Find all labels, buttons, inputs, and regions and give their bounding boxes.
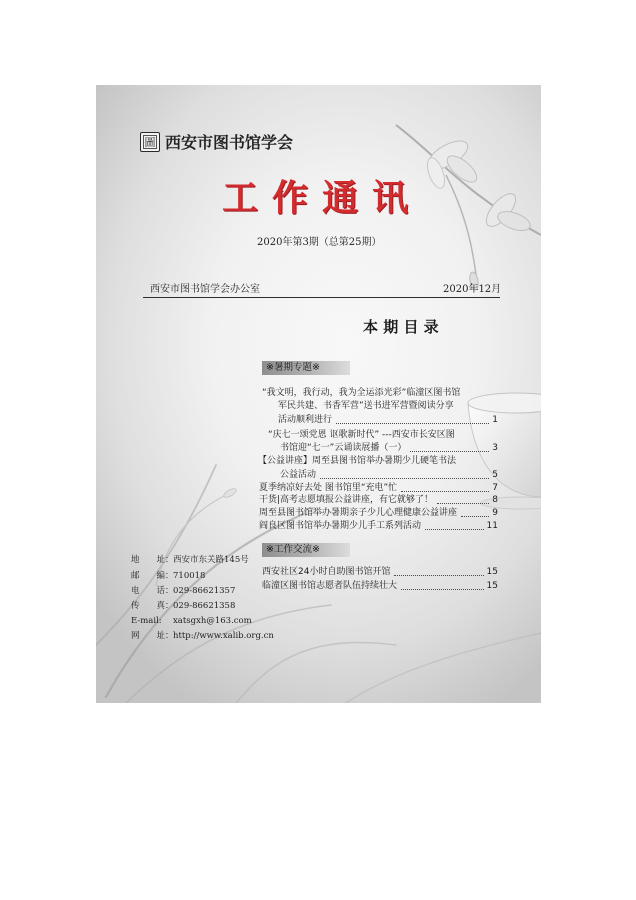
contact-website [131,631,274,642]
page-number: 9 [492,508,498,518]
toc-section-header: ※暑期专题※ [262,361,350,375]
toc-entry-title: 夏季纳凉好去处 图书馆里“充电”忙 [259,483,398,493]
toc-entry-title: 书馆迎“七一”云诵读展播（一） [280,443,407,453]
dot-leader [401,490,489,492]
contact-address [131,555,249,566]
toc-entry [259,483,498,494]
dot-leader [336,422,489,424]
contact-value: 西安市东关路145号 [173,555,249,565]
toc-entry [259,495,498,506]
contact-value: http://www.xalib.org.cn [173,631,274,641]
toc-entry-line: “我文明，我行动，我为全运添光彩”临潼区图书馆 [262,388,461,398]
newsletter-cover [96,85,541,703]
contact-value: xatsgxh@163.com [173,616,252,626]
contact-phone [131,586,235,597]
toc-entry-title: 临潼区图书馆志愿者队伍持续壮大 [262,581,398,591]
page-number: 15 [486,567,498,577]
toc-entry-title: 干货|高考志愿填报公益讲座，有它就够了！ [259,495,434,505]
toc-entry [278,415,498,426]
dot-leader [437,502,489,504]
contact-postcode [131,571,205,582]
contact-label: 传 真： [131,601,174,611]
toc-entry [280,470,498,481]
page-number: 11 [486,521,498,531]
toc-entry [262,581,498,592]
toc-entry-title: 公益活动 [280,470,317,480]
contact-label: 电 话： [131,586,174,596]
toc-entry-line: 【公益讲座】周至县图书馆举办暑期少儿硬笔书法 [258,456,457,466]
page-number: 15 [486,581,498,591]
issue-number: 2020年第3期（总第25期） [257,237,382,248]
toc-entry [259,508,498,519]
contact-fax [131,601,235,612]
dot-leader [410,450,489,452]
contact-email [131,616,252,627]
publisher: 西安市图书馆学会办公室 [150,284,260,295]
contact-value: 029-86621357 [173,586,236,596]
toc-entry-line: “庆七一颂党恩 讴歌新时代” ---西安市长安区图 [268,430,455,440]
toc-entry-title: 活动顺利进行 [278,415,333,425]
contact-label: 邮 编： [131,571,174,581]
toc-entry-title: 周至县图书馆举办暑期亲子少儿心理健康公益讲座 [259,508,458,518]
page-number: 1 [492,415,498,425]
dot-leader [320,477,489,479]
organization-name: 西安市图书馆学会 [165,133,294,152]
toc-entry-title: 阎良区图书馆举办暑期少儿手工系列活动 [259,521,422,531]
contact-label: E-mail: [131,616,162,626]
divider [143,297,500,298]
toc-entry [259,521,498,532]
contact-label: 网 址： [131,631,174,641]
page-number: 5 [492,470,498,480]
dot-leader [401,588,484,590]
page-number: 3 [492,443,498,453]
dot-leader [425,528,484,530]
toc-section-header: ※工作交流※ [262,543,350,557]
contact-value: 029-86621358 [173,601,236,611]
contact-value: 710018 [173,571,206,581]
newsletter-title: 工作通讯 [222,177,423,219]
toc-entry-title: 西安社区24小时自助图书馆开馆 [262,567,391,577]
library-seal-icon: 圖 [140,132,160,152]
dot-leader [394,574,483,576]
toc-entry-line: 军民共建、书香军营”送书进军营暨阅读分享 [278,401,454,411]
publication-date: 2020年12月 [443,284,502,295]
contact-label: 地 址： [131,555,174,565]
page-number: 7 [492,483,498,493]
dot-leader [461,515,489,517]
toc-entry [262,567,498,578]
toc-heading: 本 期 目 录 [363,318,439,336]
page-number: 8 [492,495,498,505]
toc-entry [280,443,498,454]
